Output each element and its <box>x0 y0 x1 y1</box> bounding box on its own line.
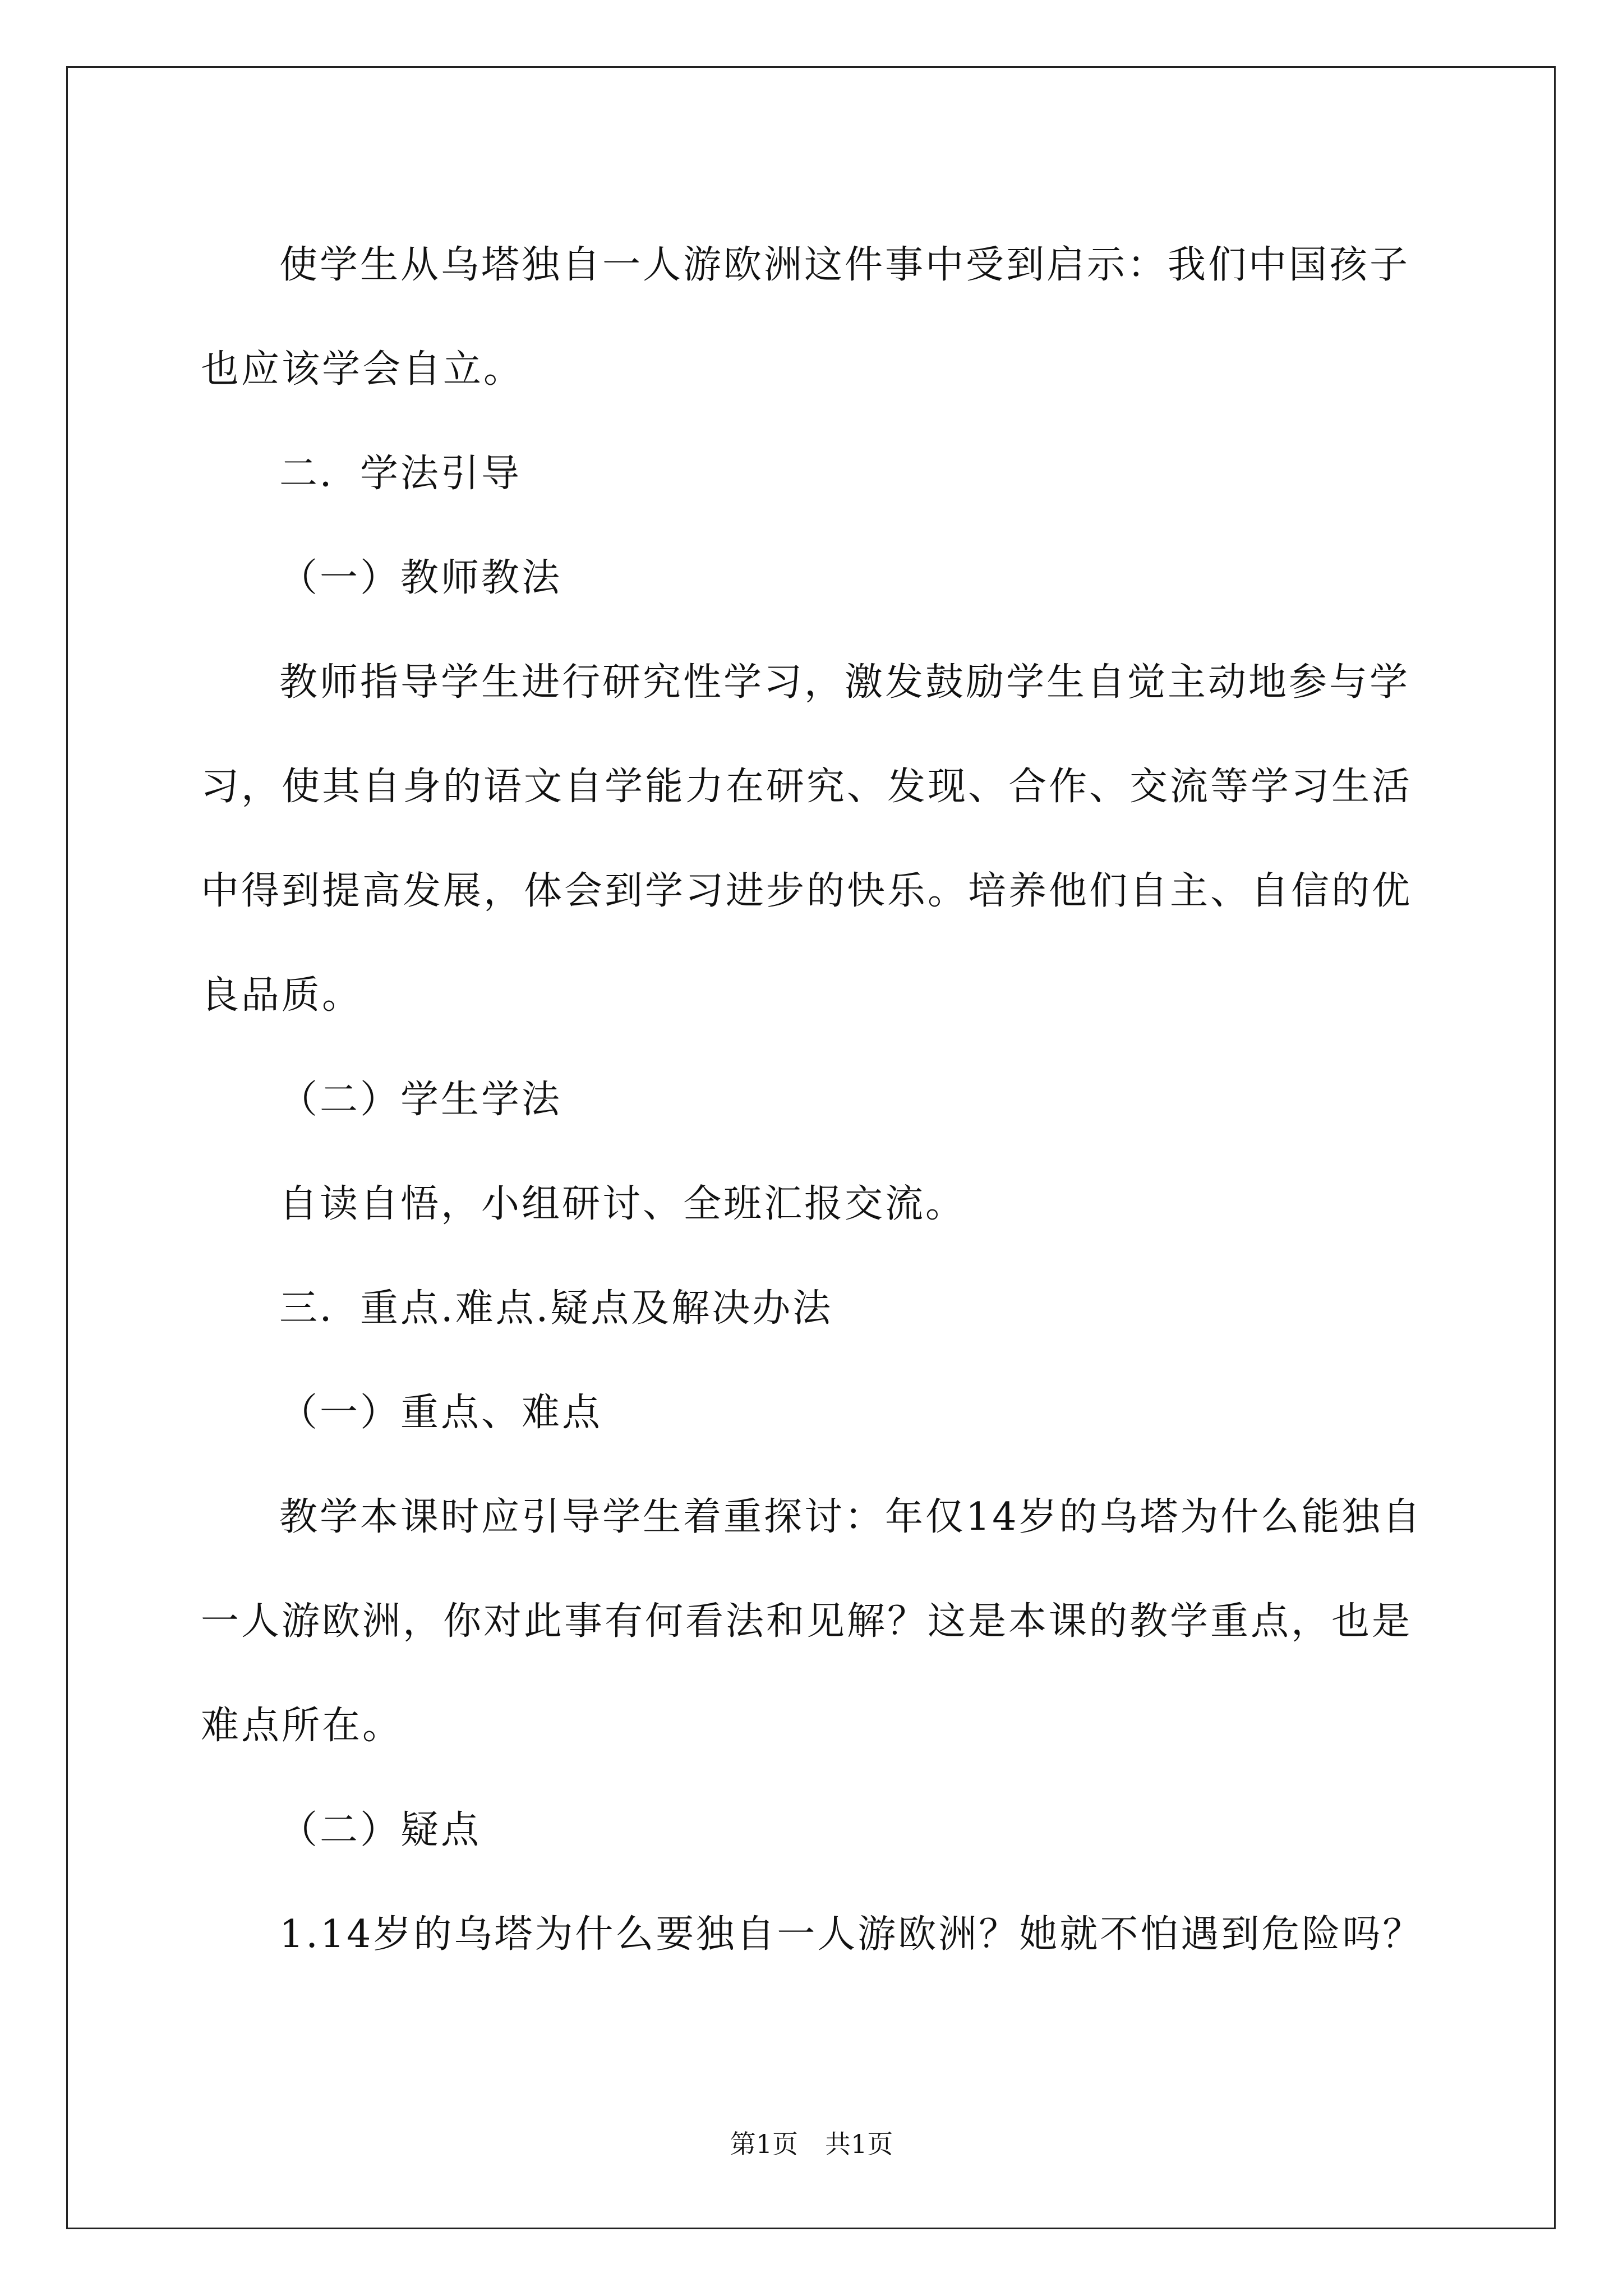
subsection-heading: （二）疑点 <box>279 1808 482 1852</box>
document-body <box>201 213 1435 1987</box>
subsection-heading: （一）教师教法 <box>279 556 562 600</box>
subsection-heading: （一）重点、难点 <box>279 1391 603 1435</box>
paragraph: 使学生从乌塔独自一人游欧洲这件事中受到启示：我们中国孩子也应该学会自立。 <box>201 243 1410 392</box>
page-number: 第1页 <box>730 2129 798 2159</box>
paragraph: 自读自悟，小组研讨、全班汇报交流。 <box>279 1182 966 1226</box>
paragraph: 教学本课时应引导学生着重探讨：年仅14岁的乌塔为什么能独自一人游欧洲，你对此事有何看法和见解？这是本课的教学重点，也是难点所在。 <box>201 1495 1423 1748</box>
subsection-heading: （二）学生学法 <box>279 1078 562 1122</box>
section-heading: 二．学法引导 <box>279 452 522 496</box>
section-heading: 三．重点.难点.疑点及解决办法 <box>279 1286 833 1331</box>
paragraph: 1.14岁的乌塔为什么要独自一人游欧洲？她就不怕遇到危险吗？ <box>279 1912 1423 1957</box>
paragraph: 教师指导学生进行研究性学习，激发鼓励学生自觉主动地参与学习，使其自身的语文自学能力在研究、发现、合作、交流等学习生活中得到提高发展，体会到学习进步的快乐。培养他们自主、自信的优良品质。 <box>201 660 1413 1018</box>
page-footer <box>0 2127 1623 2161</box>
page-total: 共1页 <box>825 2129 893 2159</box>
